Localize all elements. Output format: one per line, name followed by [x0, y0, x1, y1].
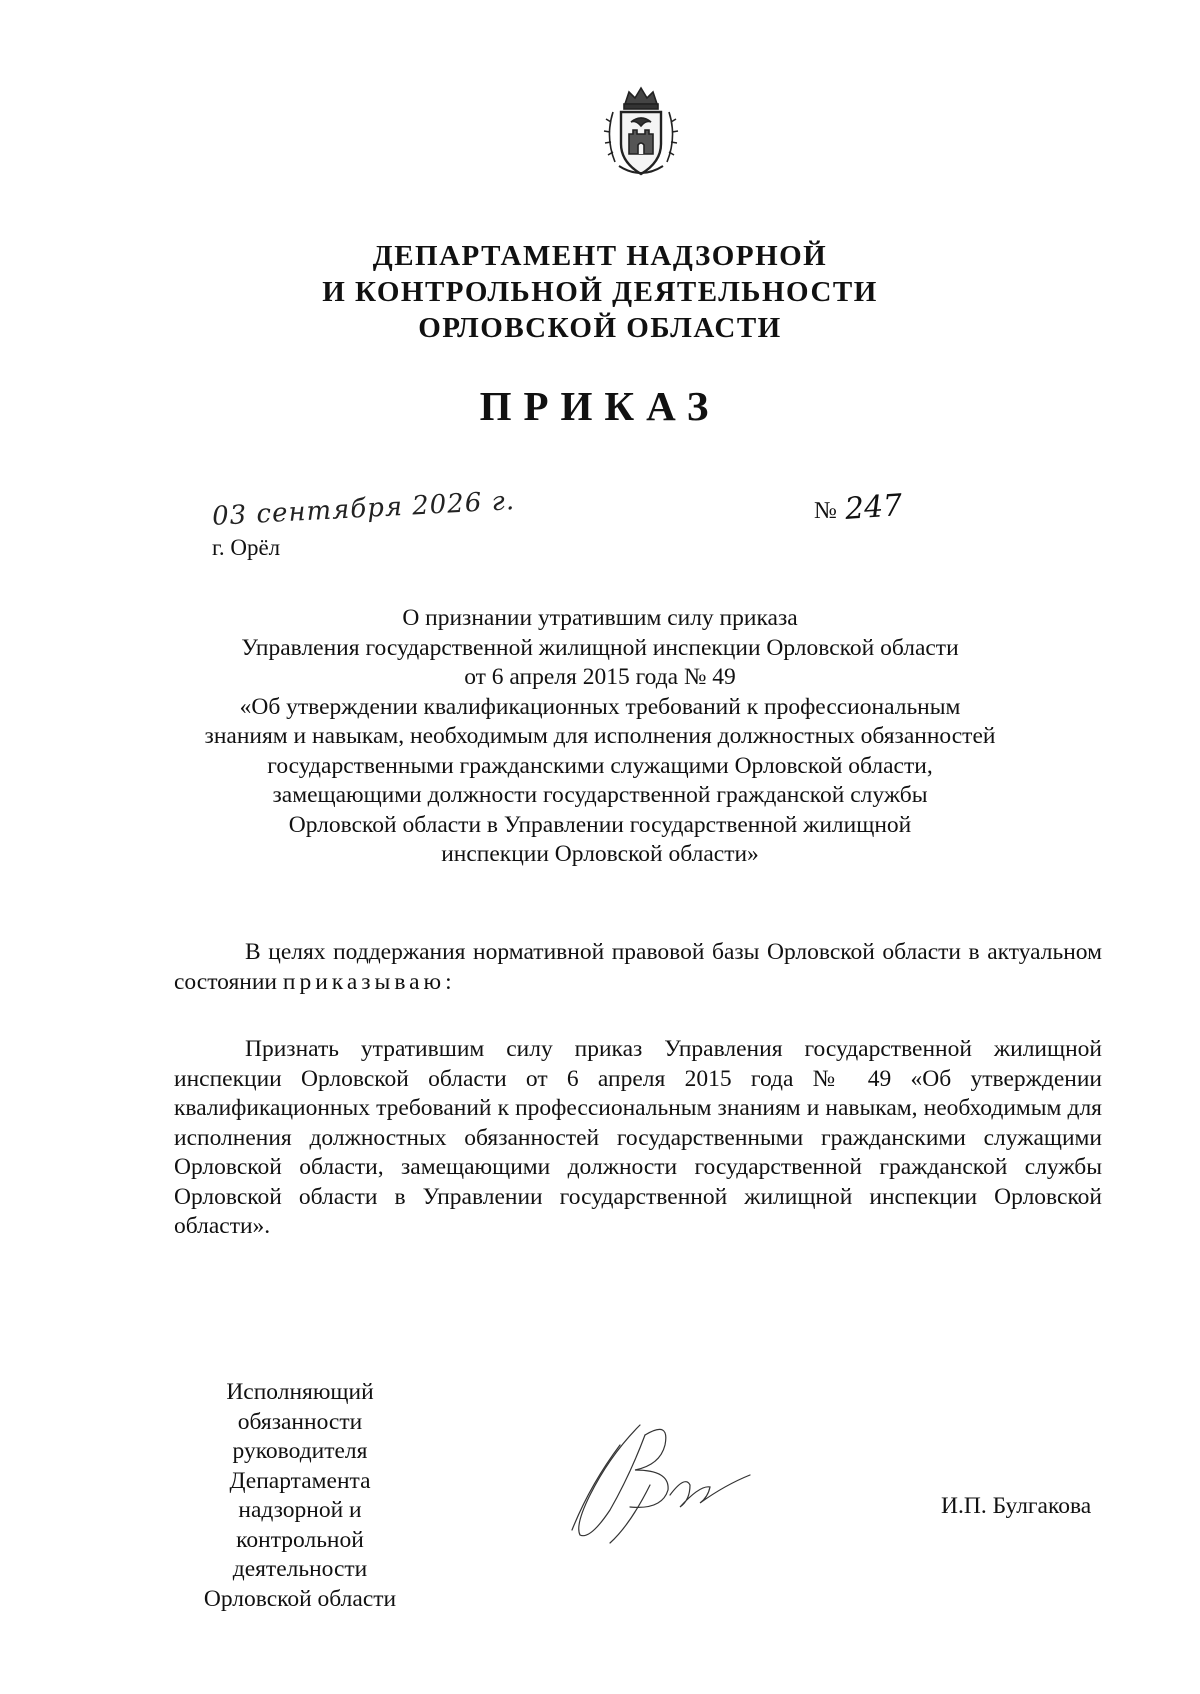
handwritten-number: 247 — [843, 488, 904, 527]
position-line: обязанности — [237, 1408, 363, 1435]
position-line: контрольной — [236, 1526, 364, 1553]
header-line-3: ОРЛОВСКОЙ ОБЛАСТИ — [418, 312, 782, 344]
subject-line: от 6 апреля 2015 года № 49 — [464, 664, 736, 690]
number-sign: № — [814, 497, 837, 524]
handwritten-date: 03 сентября 2026 г. — [211, 486, 516, 532]
order-word: приказываю: — [282, 968, 456, 995]
subject-line: знаниям и навыкам, необходимым для исполнения должностных обязанностей — [204, 723, 996, 749]
document-subject — [0, 604, 1200, 870]
header-line-2: И КОНТРОЛЬНОЙ ДЕЯТЕЛЬНОСТИ — [322, 276, 878, 308]
subject-line: инспекции Орловской области» — [441, 841, 759, 867]
position-line: Орловской области — [203, 1585, 397, 1612]
document-type-title: ПРИКАЗ — [479, 383, 721, 429]
subject-line: Орловской области в Управлении государственной жилищной — [288, 811, 912, 838]
subject-line: замещающими должности государственной гражданской службы — [272, 782, 928, 808]
coat-of-arms-emblem — [591, 82, 691, 182]
position-line: руководителя — [232, 1438, 368, 1464]
signatory-name: И.П. Булгакова — [941, 1493, 1092, 1519]
subject-line: государственными гражданскими служащими Орловской области, — [267, 752, 933, 779]
position-line: надзорной и — [238, 1497, 362, 1523]
city-label: г. Орёл — [212, 535, 281, 560]
department-header — [0, 238, 1200, 346]
handwritten-signature — [550, 1415, 760, 1555]
document-number — [814, 490, 902, 525]
body-paragraph-preamble — [174, 938, 1102, 997]
subject-line: О признании утратившим силу приказа — [402, 605, 798, 631]
position-line: Департамента — [229, 1467, 371, 1494]
preamble-text: В целях поддержания нормативной правовой базы Орловской области в актуальном состоянии — [174, 939, 1102, 995]
subject-line: Управления государственной жилищной инспекции Орловской области — [241, 634, 959, 661]
position-line: Исполняющий — [226, 1379, 374, 1405]
position-line: деятельности — [232, 1556, 368, 1582]
body-paragraph-decision: Признать утратившим силу приказ Управления государственной жилищной инспекции Орловской области от 6 апреля 2015 года № 49 «Об утверждении квалификационных требований к профессиональным знаниям и навыкам, необходимым для исполнения должностных обязанностей государственными гражданскими служащими Орловской области, замещающими должности государственной гражданской службы Орловской области в Управлении государственной жилищной инспекции Орловской области». — [174, 1036, 1102, 1239]
signatory-position — [190, 1378, 410, 1614]
subject-line: «Об утверждении квалификационных требований к профессиональным — [239, 693, 961, 720]
header-line-1: ДЕПАРТАМЕНТ НАДЗОРНОЙ — [372, 240, 828, 272]
